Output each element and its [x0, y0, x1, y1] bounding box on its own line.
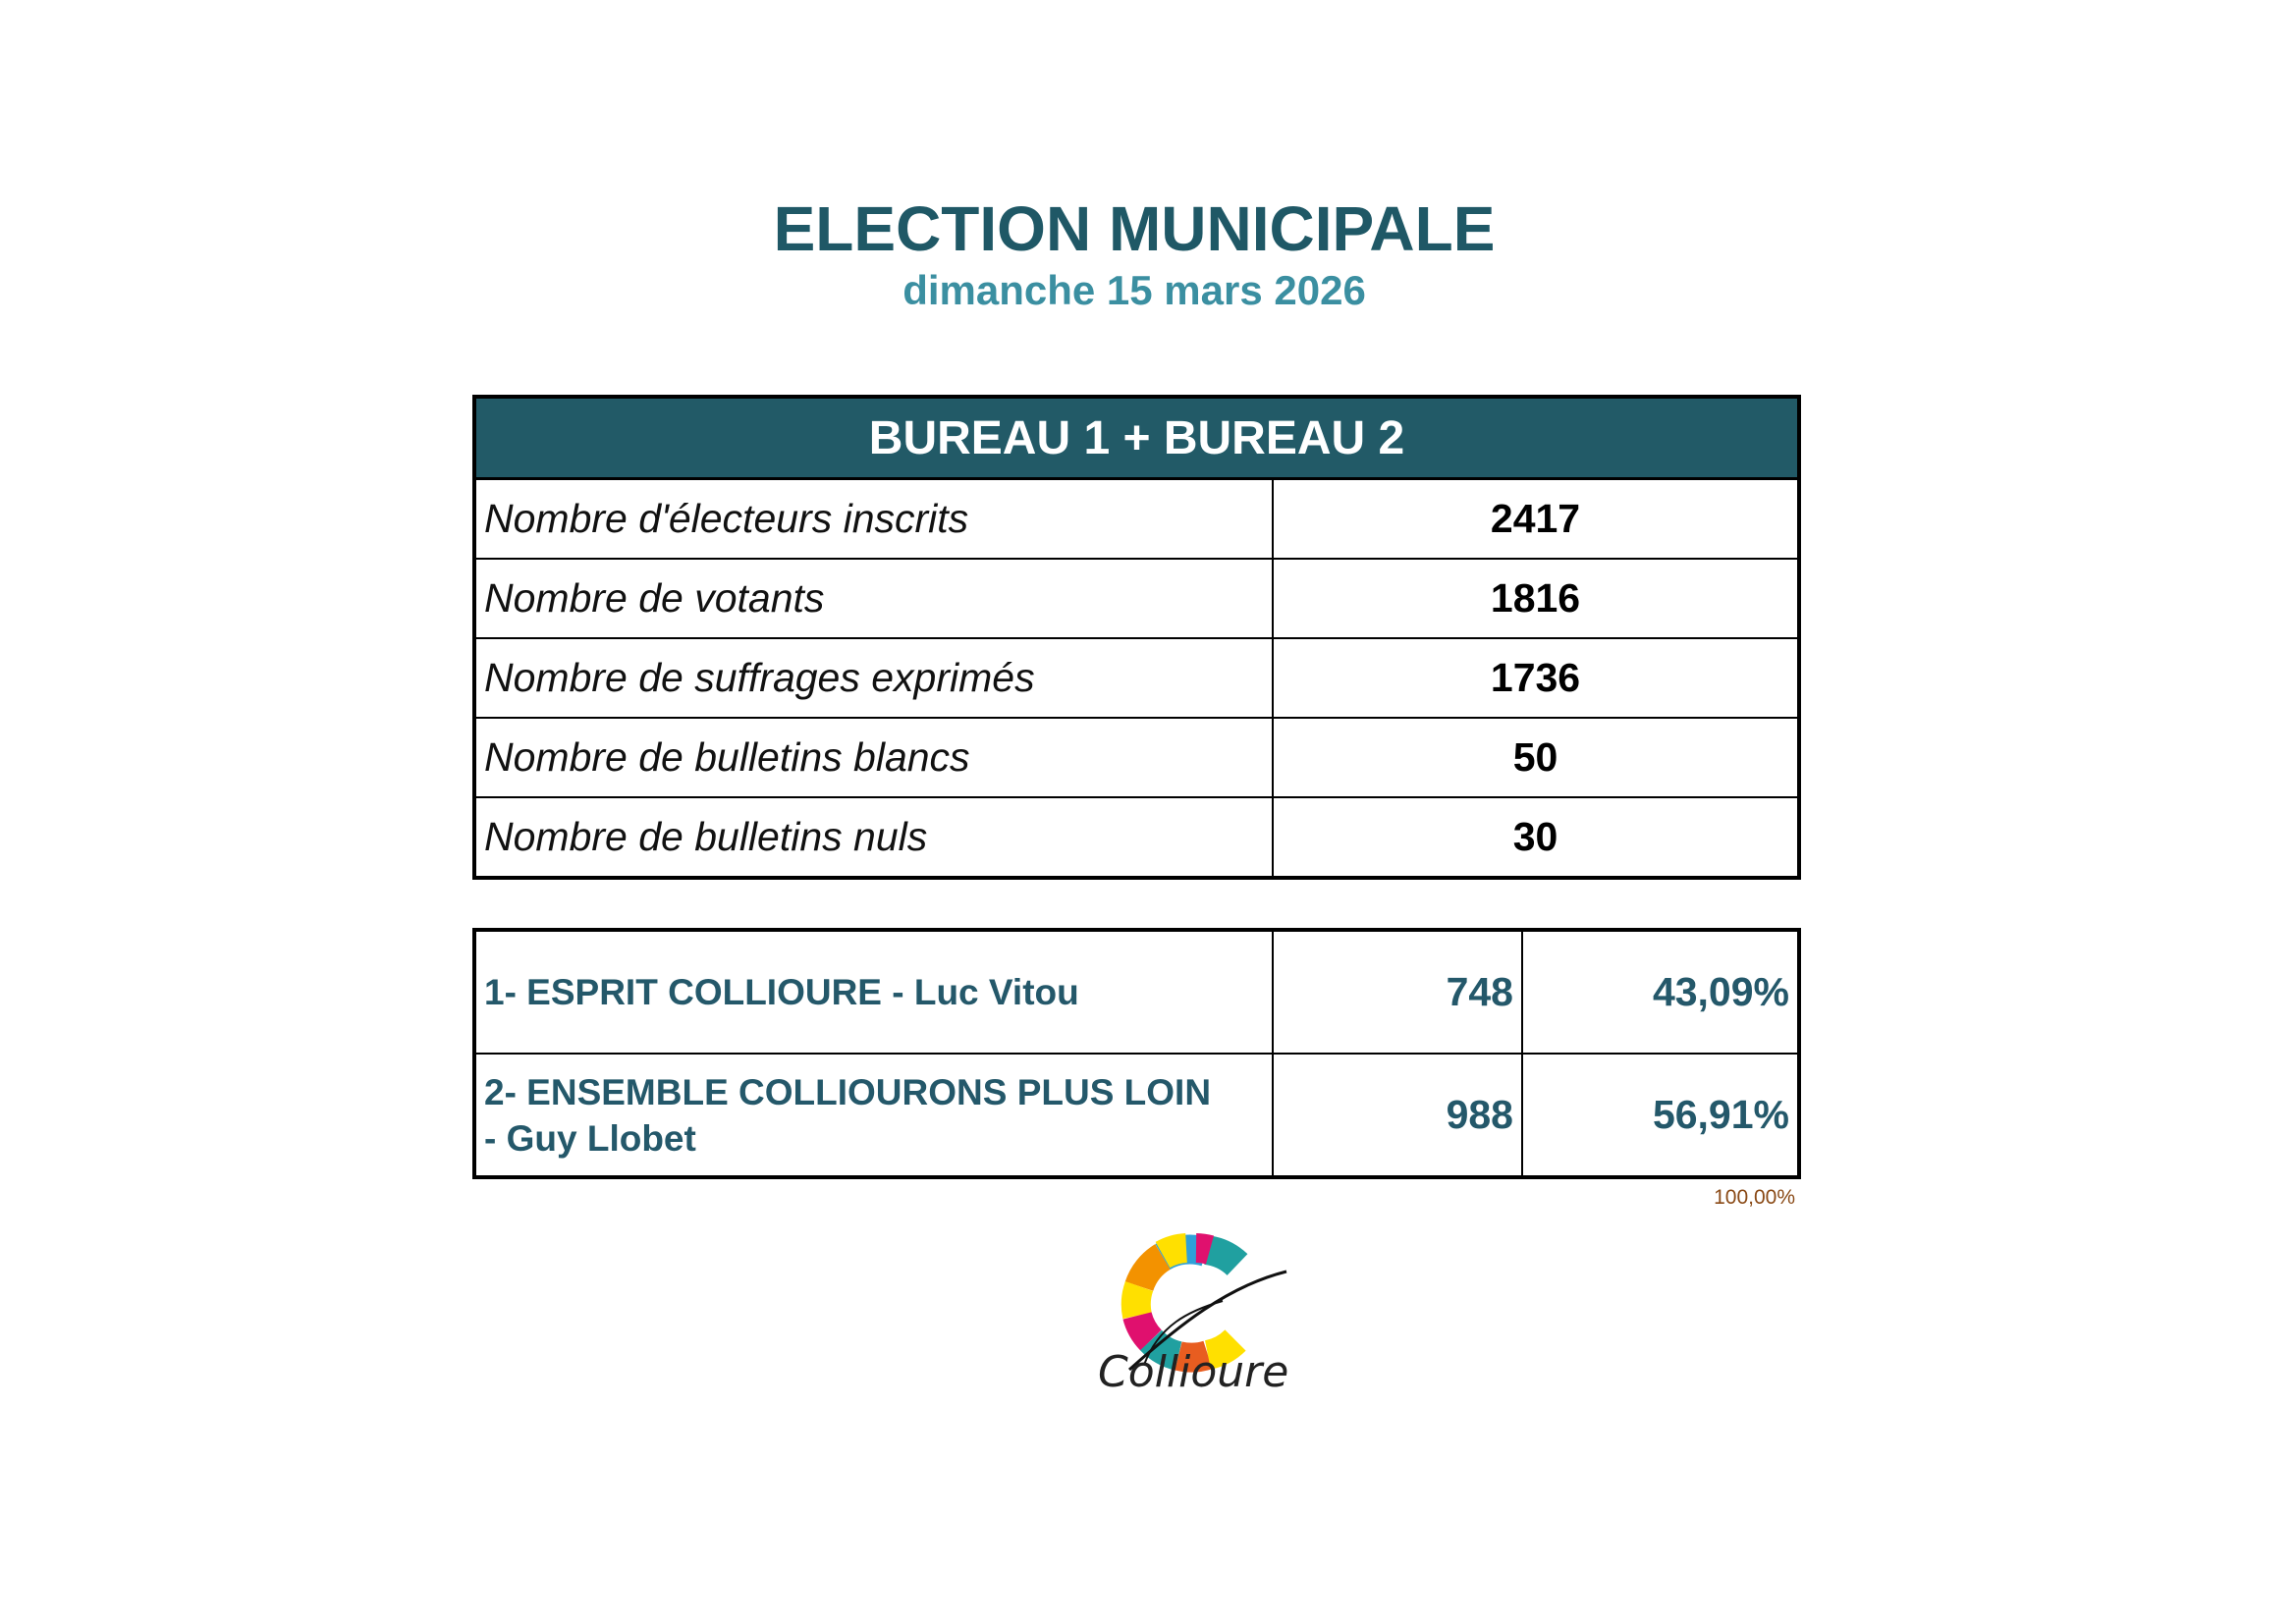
row-label: Nombre de bulletins nuls — [474, 797, 1273, 878]
table-row — [474, 930, 1799, 1054]
row-value: 30 — [1273, 797, 1799, 878]
summary-heading: BUREAU 1 + BUREAU 2 — [474, 397, 1799, 479]
row-value: 2417 — [1273, 479, 1799, 560]
candidate-votes: 748 — [1273, 930, 1522, 1054]
row-value: 1816 — [1273, 559, 1799, 638]
name-line: 2- ENSEMBLE COLLIOURONS PLUS LOIN — [484, 1071, 1212, 1112]
row-value: 50 — [1273, 718, 1799, 797]
summary-table — [472, 395, 1801, 880]
table-row — [474, 479, 1799, 560]
page-title: ELECTION MUNICIPALE — [773, 193, 1496, 264]
row-value: 1736 — [1273, 638, 1799, 718]
page-subtitle-date: dimanche 15 mars 2026 — [902, 267, 1366, 313]
name-line: - Guy Llobet — [484, 1117, 696, 1159]
table-row — [474, 559, 1799, 638]
row-label: Nombre de suffrages exprimés — [474, 638, 1273, 718]
table-row — [474, 638, 1799, 718]
results-table — [472, 928, 1801, 1179]
candidate-votes: 988 — [1273, 1054, 1522, 1177]
table-row — [474, 718, 1799, 797]
logo-text: Collioure — [1098, 1347, 1289, 1397]
row-label: Nombre de bulletins blancs — [474, 718, 1273, 797]
candidate-percent: 56,91% — [1522, 1054, 1799, 1177]
row-label: Nombre d'électeurs inscrits — [474, 479, 1273, 560]
candidate-percent: 43,09% — [1522, 930, 1799, 1054]
table-row — [474, 1054, 1799, 1177]
name-line: 1- ESPRIT COLLIOURE - Luc Vitou — [484, 972, 1079, 1012]
row-label: Nombre de votants — [474, 559, 1273, 638]
total-percent: 100,00% — [1714, 1186, 1795, 1209]
candidate-list-name — [474, 930, 1273, 1054]
table-row — [474, 797, 1799, 878]
candidate-list-name — [474, 1054, 1273, 1177]
